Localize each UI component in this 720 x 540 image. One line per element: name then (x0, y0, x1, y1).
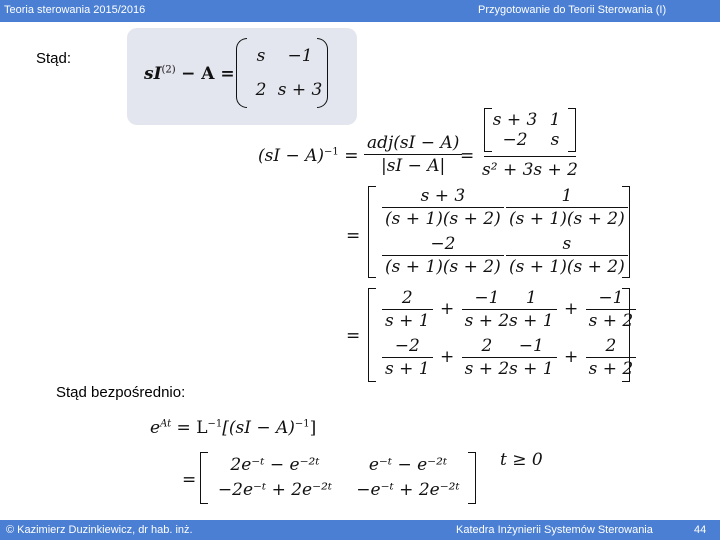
footer-bar (0, 520, 720, 540)
eq4-plus-1: + (440, 299, 455, 319)
eq6-condition: t ≥ 0 (500, 450, 543, 470)
eq1-m21: 2 (255, 80, 267, 100)
eq4-matrix (368, 288, 634, 382)
header-bar (0, 0, 720, 22)
eq4-e-den: s + 1 (385, 359, 430, 379)
eq4-c-num: 1 (506, 288, 557, 310)
eq6-equals: = (182, 470, 197, 490)
eq4-h-num: 2 (586, 336, 637, 358)
eq2-lhs-sup: −1 (324, 146, 339, 158)
eq3-matrix (368, 186, 630, 278)
page-number: 44 (694, 524, 707, 536)
eq6-m12: e⁻ᵗ − e⁻²ᵗ (368, 455, 448, 475)
eq5-laplace: = L (176, 418, 208, 438)
eq5-lhs: e (150, 418, 161, 438)
eq2-m21: −2 (502, 130, 528, 150)
eq5-lhs-sup: At (160, 418, 172, 430)
eq3-c22-den: (s + 1)(s + 2) (509, 257, 625, 277)
eq2-lhs-text: (sI − A) (258, 146, 325, 166)
label-stad: Stąd: (36, 50, 72, 67)
eq6-m11: 2e⁻ᵗ − e⁻²ᵗ (230, 455, 320, 475)
eq1-m22: s + 3 (277, 80, 323, 100)
eq4-equals: = (346, 326, 361, 346)
eq1-matrix (236, 38, 328, 108)
eq1-m11: s (256, 46, 266, 66)
eq4-f-num: 2 (462, 336, 513, 358)
eq6-left-bracket (200, 452, 208, 504)
eq6-matrix (200, 452, 476, 504)
eq3-c12-den: (s + 1)(s + 2) (509, 209, 625, 229)
eq4-a-den: s + 1 (385, 311, 430, 331)
eq3-equals: = (346, 226, 361, 246)
eq2-left-bracket (484, 108, 492, 152)
eq2-denominator: s² + 3s + 2 (482, 160, 578, 180)
eq4-d-den: s + 2 (588, 311, 634, 331)
eq2-fraction (482, 108, 578, 186)
eq1-lhs: sI (144, 64, 162, 84)
eq2-lhs (258, 146, 358, 166)
label-stad-bezposrednio: Stąd bezpośrednio: (56, 384, 186, 401)
eq4-left-bracket (368, 288, 376, 382)
equation-si-minus-a (144, 64, 235, 84)
eq2-equals: = (344, 146, 359, 166)
eq1-minus-a: − A = (181, 64, 235, 84)
eq5-laplace-sup: −1 (207, 418, 223, 430)
eq4-h-den: s + 2 (588, 359, 634, 379)
eq6-m22: −e⁻ᵗ + 2e⁻²ᵗ (356, 480, 460, 500)
eq2-adj-fraction (362, 133, 464, 176)
eq4-plus-2: + (564, 299, 579, 319)
eq4-a-num: 2 (382, 288, 433, 310)
eq4-d-num: −1 (586, 288, 637, 310)
lecture-title: Przygotowanie do Teorii Sterowania (I) (478, 4, 667, 16)
eq4-e-num: −2 (382, 336, 433, 358)
eq3-c12-num: 1 (506, 186, 628, 208)
eq1-m12: −1 (287, 46, 313, 66)
eq2-right-bracket (568, 108, 576, 152)
eq5 (150, 418, 316, 438)
eq4-g-den: s + 1 (509, 359, 554, 379)
department: Katedra Inżynierii Systemów Sterowania (456, 524, 653, 536)
eq2-m12: 1 (549, 110, 561, 130)
eq1-sup: (2) (161, 64, 176, 76)
course-title: Teoria sterowania 2015/2016 (4, 4, 146, 16)
eq4-g-num: −1 (506, 336, 557, 358)
eq3-left-bracket (368, 186, 376, 278)
eq5-resolvent-sup: −1 (294, 418, 310, 430)
eq2-inner-matrix (484, 108, 576, 157)
eq5-resolvent: [(sI − A) (222, 418, 295, 438)
eq2-adj-den: |sI − A| (381, 156, 446, 176)
eq4-plus-3: + (440, 347, 455, 367)
eq2-adj-num: adj(sI − A) (364, 133, 462, 155)
eq3-c21-den: (s + 1)(s + 2) (385, 257, 501, 277)
eq3-c22-num: s (506, 234, 628, 256)
eq3-c21-num: −2 (382, 234, 504, 256)
eq3-c11-den: (s + 1)(s + 2) (385, 209, 501, 229)
eq5-close: ] (309, 418, 317, 438)
eq2-equals-2: = (460, 146, 475, 166)
eq2-m22: s (550, 130, 560, 150)
eq4-b-den: s + 2 (464, 311, 510, 331)
eq4-b-num: −1 (462, 288, 513, 310)
eq4-c-den: s + 1 (509, 311, 554, 331)
author: © Kazimierz Duzinkiewicz, dr hab. inż. (6, 524, 193, 536)
eq2-m11: s + 3 (492, 110, 538, 130)
eq6-m21: −2e⁻ᵗ + 2e⁻²ᵗ (217, 480, 333, 500)
eq4-plus-4: + (564, 347, 579, 367)
eq3-c11-num: s + 3 (382, 186, 504, 208)
eq4-f-den: s + 2 (464, 359, 510, 379)
